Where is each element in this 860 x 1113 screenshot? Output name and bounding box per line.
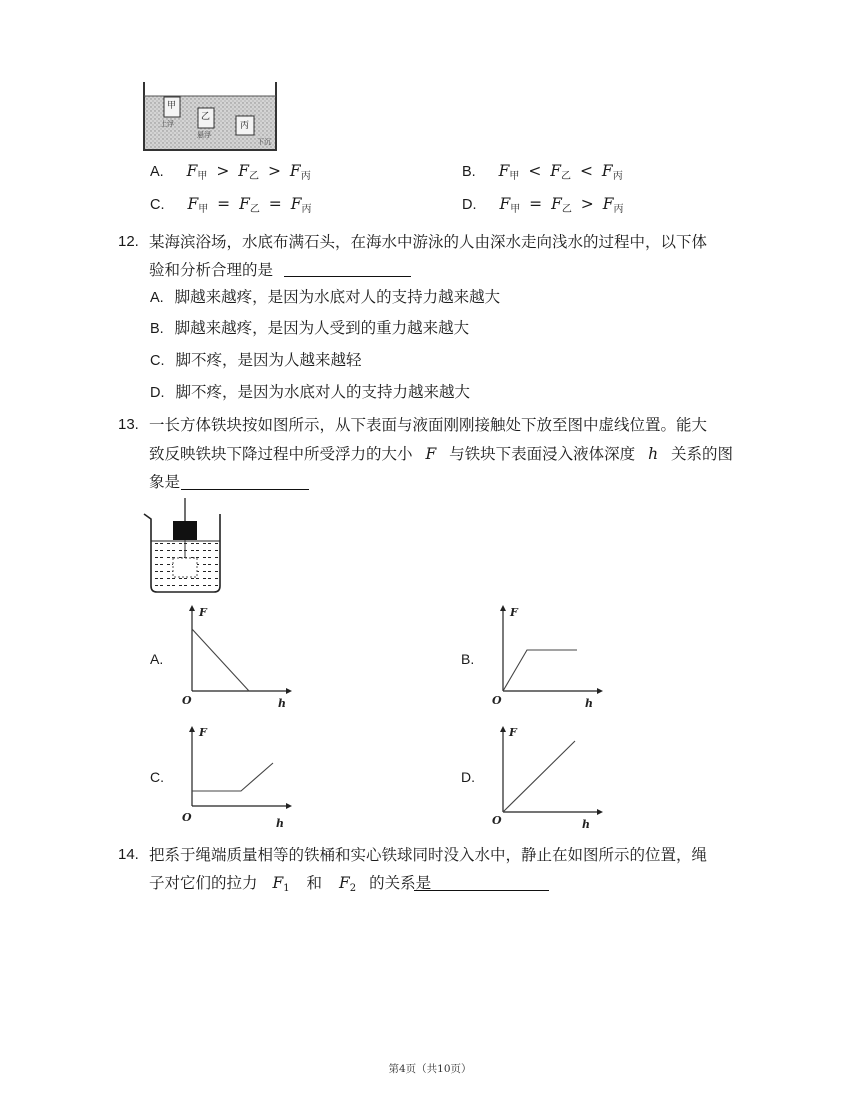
force-term: $F_甲$ [499, 195, 521, 215]
q12-stem-line1: 某海滨浴场，水底布满石头，在海水中游泳的人由深水走向浅水的过程中，以下体 [149, 233, 708, 251]
operator: = [217, 195, 231, 213]
force-term: $F_丙$ [289, 162, 311, 182]
var-f1 [272, 874, 294, 892]
force-term: $F_甲$ [187, 195, 209, 215]
force-term: $F_甲$ [498, 162, 520, 182]
q11-state-float-up: 上浮 [160, 120, 174, 128]
var-f1-text: $F_1$ [272, 874, 290, 894]
q13-option-a-label[interactable]: A. [150, 651, 164, 667]
q14-stem-line1: 把系于绳端质量相等的铁桶和实心铁球同时没入水中，静止在如图所示的位置，绳 [149, 846, 708, 864]
q13-option-d-label[interactable]: D. [461, 769, 475, 785]
text-run: 关系的图 [671, 445, 734, 463]
q11-label-bing: 丙 [240, 121, 250, 131]
axis-label-h: h [276, 817, 284, 830]
q12-option-b[interactable] [150, 318, 469, 339]
axis-label-f: F [199, 606, 207, 619]
q12-option-d[interactable] [150, 382, 470, 403]
q11-state-sink: 下沉 [257, 138, 271, 146]
var-f2-text: $F_2$ [338, 874, 357, 894]
force-term: $F_丙$ [602, 195, 624, 215]
var-h: h [648, 445, 659, 463]
axis-label-h: h [278, 697, 286, 710]
q12-stem-line2: 验和分析合理的是 [149, 261, 274, 279]
q13-graph-d [489, 724, 601, 829]
q13-graph-b [489, 603, 601, 708]
force-term: $F_乙$ [550, 162, 572, 182]
q11-label-jia: 甲 [167, 101, 177, 111]
q13-option-b-label[interactable]: B. [461, 651, 475, 667]
operator: = [529, 195, 543, 213]
q14-answer-blank[interactable] [414, 876, 549, 891]
var-f: F [425, 445, 437, 463]
origin-label: O [492, 694, 502, 707]
origin-label: O [492, 814, 502, 827]
axis-label-h: h [582, 818, 590, 831]
force-term: $F_丙$ [601, 162, 623, 182]
q13-beaker-figure [142, 498, 226, 596]
option-letter: A. [150, 290, 164, 306]
operator: < [579, 162, 593, 180]
option-letter: C. [150, 197, 165, 213]
option-letter: B. [150, 321, 164, 337]
q11-option-c[interactable] [150, 194, 311, 220]
option-letter: A. [150, 164, 164, 180]
operator: > [580, 195, 594, 213]
text-run: 的关系是 [369, 874, 432, 892]
page-footer: 第4页（共10页） [388, 1063, 472, 1075]
operator: = [268, 195, 282, 213]
q12-option-c[interactable] [150, 350, 361, 371]
text-run: 致反映铁块下降过程中所受浮力的大小 [149, 445, 413, 463]
q13-stem-line3: 象是 [149, 473, 181, 491]
q13-stem-line2 [149, 444, 733, 464]
q12-option-a[interactable] [150, 287, 500, 308]
origin-label: O [182, 694, 192, 707]
force-term: $F_乙$ [238, 162, 260, 182]
q13-number: 13. [118, 416, 139, 433]
text-run: 子对它们的拉力 [149, 874, 258, 892]
operator: < [528, 162, 542, 180]
origin-label: O [182, 811, 192, 824]
q12-number: 12. [118, 233, 139, 250]
text-run: 与铁块下表面浸入液体深度 [449, 445, 636, 463]
operator: > [216, 162, 230, 180]
q13-stem-line1: 一长方体铁块按如图所示，从下表面与液面刚刚接触处下放至图中虚线位置。能大 [149, 416, 708, 434]
q13-graph-a [178, 603, 290, 708]
option-text: 脚越来越疼，是因为人受到的重力越来越大 [174, 319, 470, 337]
force-term: $F_乙$ [239, 195, 260, 215]
q11-state-suspended: 悬浮 [197, 131, 211, 139]
text-run: 和 [306, 874, 323, 892]
option-letter: D. [462, 197, 477, 213]
force-term: $F_甲$ [186, 162, 208, 182]
force-term: $F_乙$ [551, 195, 572, 215]
option-letter: B. [462, 164, 476, 180]
q11-option-a[interactable] [150, 161, 311, 187]
option-text: 脚不疼，是因为水底对人的支持力越来越大 [175, 383, 470, 401]
axis-label-f: F [509, 726, 517, 739]
q13-option-c-label[interactable]: C. [150, 769, 164, 785]
var-f2 [339, 874, 361, 892]
q13-graph-c [178, 724, 290, 829]
axis-label-f: F [199, 726, 207, 739]
axis-label-h: h [585, 697, 593, 710]
q13-answer-blank[interactable] [181, 475, 309, 490]
q14-number: 14. [118, 846, 139, 863]
q11-option-d[interactable] [462, 194, 623, 220]
operator: > [267, 162, 281, 180]
option-letter: C. [150, 353, 165, 369]
q11-label-yi: 乙 [201, 112, 211, 122]
q14-stem-line2 [149, 873, 431, 899]
axis-label-f: F [510, 606, 518, 619]
q12-answer-blank[interactable] [284, 262, 411, 277]
q11-option-b[interactable] [462, 161, 623, 187]
force-term: $F_丙$ [290, 195, 312, 215]
option-letter: D. [150, 385, 165, 401]
option-text: 脚越来越疼，是因为水底对人的支持力越来越大 [174, 288, 501, 306]
option-text: 脚不疼，是因为人越来越轻 [175, 351, 362, 369]
